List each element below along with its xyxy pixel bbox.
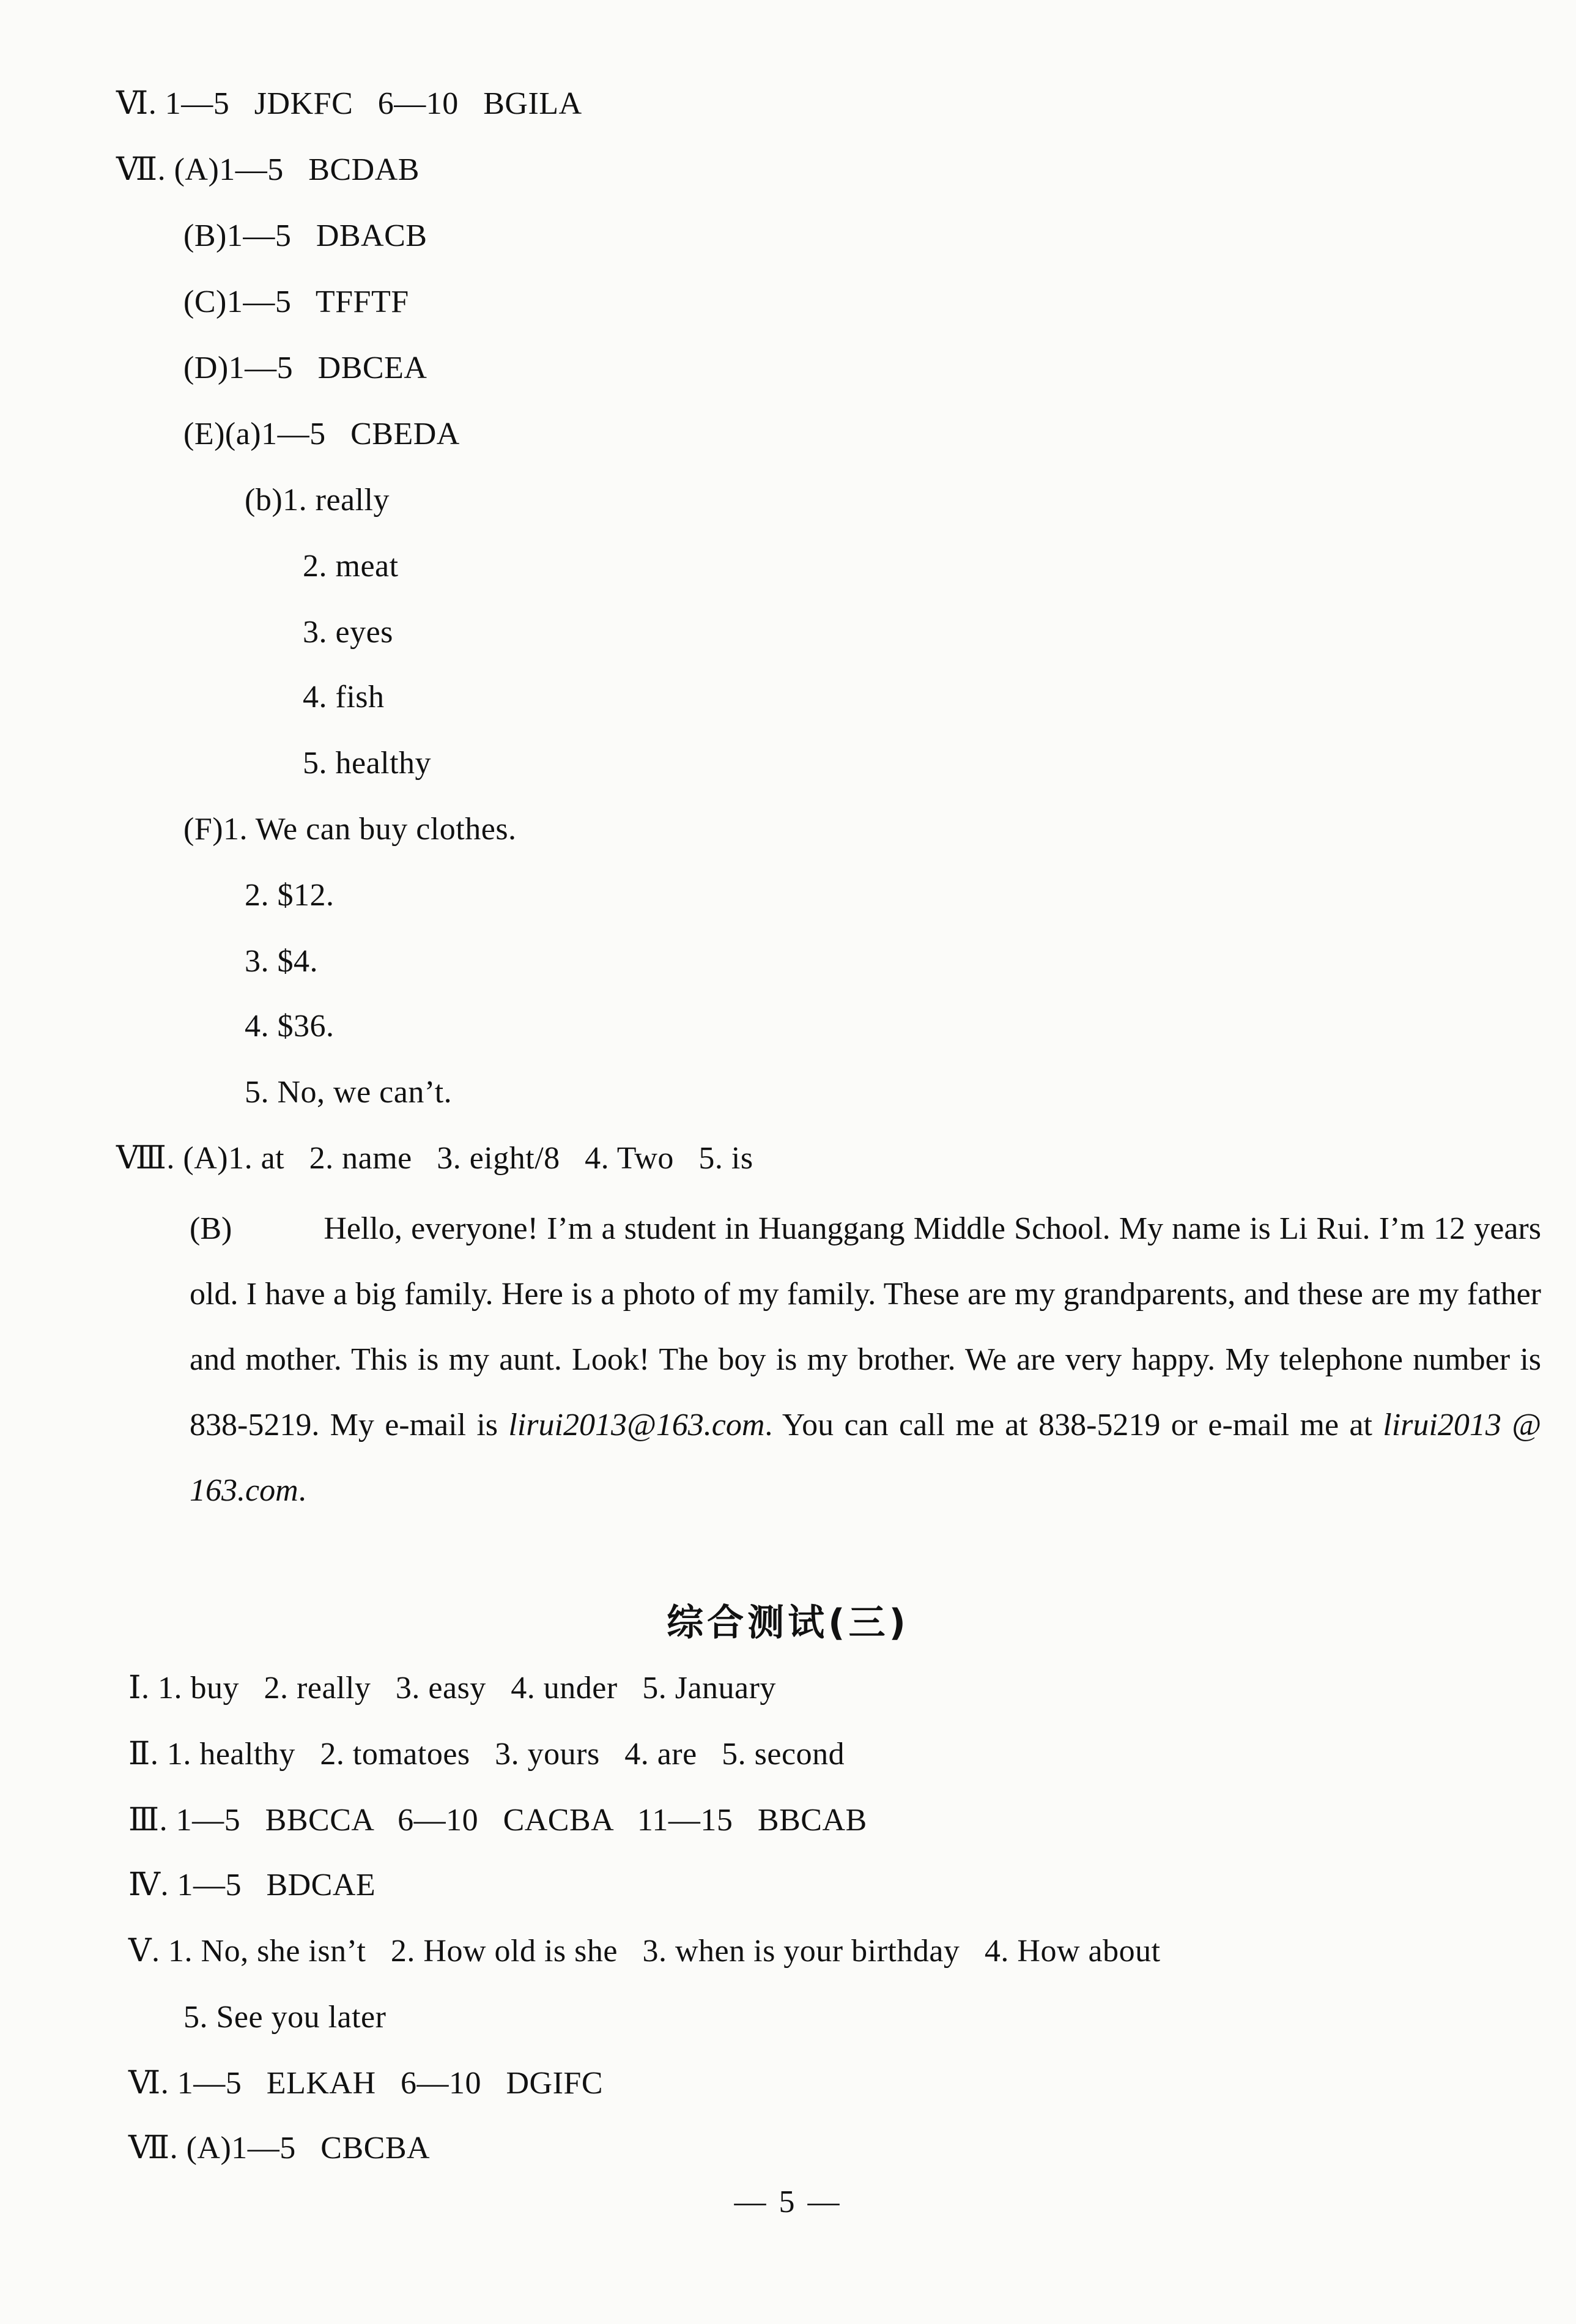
answer-line-7c: (C)1—5 TFFTF (183, 284, 409, 319)
answer-line-7f-5: 5. No, we can’t. (245, 1075, 453, 1110)
answer-line-7e-b2: 2. meat (303, 549, 399, 584)
paragraph-label: (B) (190, 1211, 232, 1246)
answer-line-7e-b5: 5. healthy (303, 746, 432, 781)
answer-line-8a: Ⅷ. (A)1. at 2. name 3. eight/8 4. Two 5. is (116, 1141, 753, 1176)
answer-line-7e-b4: 4. fish (303, 680, 385, 715)
answer-line-7f-1: (F)1. We can buy clothes. (183, 812, 517, 847)
answer-line-7f-4: 4. $36. (245, 1009, 335, 1044)
paragraph-text-2: . You can call me at 838-5219 or e-mail me at (764, 1408, 1383, 1442)
answer-line-7b: (B)1—5 DBACB (183, 218, 427, 253)
test3-line-4: Ⅳ. 1—5 BDCAE (128, 1868, 376, 1903)
test3-line-6: Ⅵ. 1—5 ELKAH 6—10 DGIFC (128, 2066, 604, 2101)
answer-line-7a: Ⅶ. (A)1—5 BCDAB (116, 152, 420, 187)
paragraph-text-1: Hello, everyone! I’m a student in Huanggang Middle School. My name is Li Rui. I’m 12 years old. I have a big family. Here is a photo of my family. These are my grandparents, and these are my father and mother. This is my aunt. Look! The boy is my brother. We are very happy. My telephone number is 838-5219. My e-mail is (190, 1211, 1541, 1442)
paragraph-email-1: lirui2013@163.com (508, 1408, 765, 1442)
answer-line-7e-b1: (b)1. really (245, 483, 390, 518)
paragraph-text-3: . (298, 1473, 306, 1508)
answer-line-7e-b3: 3. eyes (303, 615, 393, 650)
answer-line-7f-2: 2. $12. (245, 878, 335, 913)
answer-line-7d: (D)1—5 DBCEA (183, 351, 427, 385)
answer-line-7e-a: (E)(a)1—5 CBEDA (183, 417, 460, 451)
page-number: — 5 — (734, 2185, 842, 2219)
test3-line-5: Ⅴ. 1. No, she isn’t 2. How old is she 3. when is your birthday 4. How about (128, 1934, 1161, 1969)
paragraph-email-2: lirui2013 @ 163.com (190, 1408, 1541, 1508)
section-title: 综合测试(三) (667, 1602, 909, 1644)
test3-line-7: Ⅶ. (A)1—5 CBCBA (128, 2131, 431, 2166)
test3-line-5-cont: 5. See you later (183, 2000, 387, 2035)
writing-paragraph (190, 1196, 1541, 1523)
test3-line-1: Ⅰ. 1. buy 2. really 3. easy 4. under 5. January (128, 1671, 776, 1706)
test3-line-2: Ⅱ. 1. healthy 2. tomatoes 3. yours 4. are 5. second (128, 1737, 845, 1772)
answer-line-6: Ⅵ. 1—5 JDKFC 6—10 BGILA (116, 86, 582, 121)
answer-line-7f-3: 3. $4. (245, 944, 318, 979)
test3-line-3: Ⅲ. 1—5 BBCCA 6—10 CACBA 11—15 BBCAB (128, 1803, 867, 1838)
